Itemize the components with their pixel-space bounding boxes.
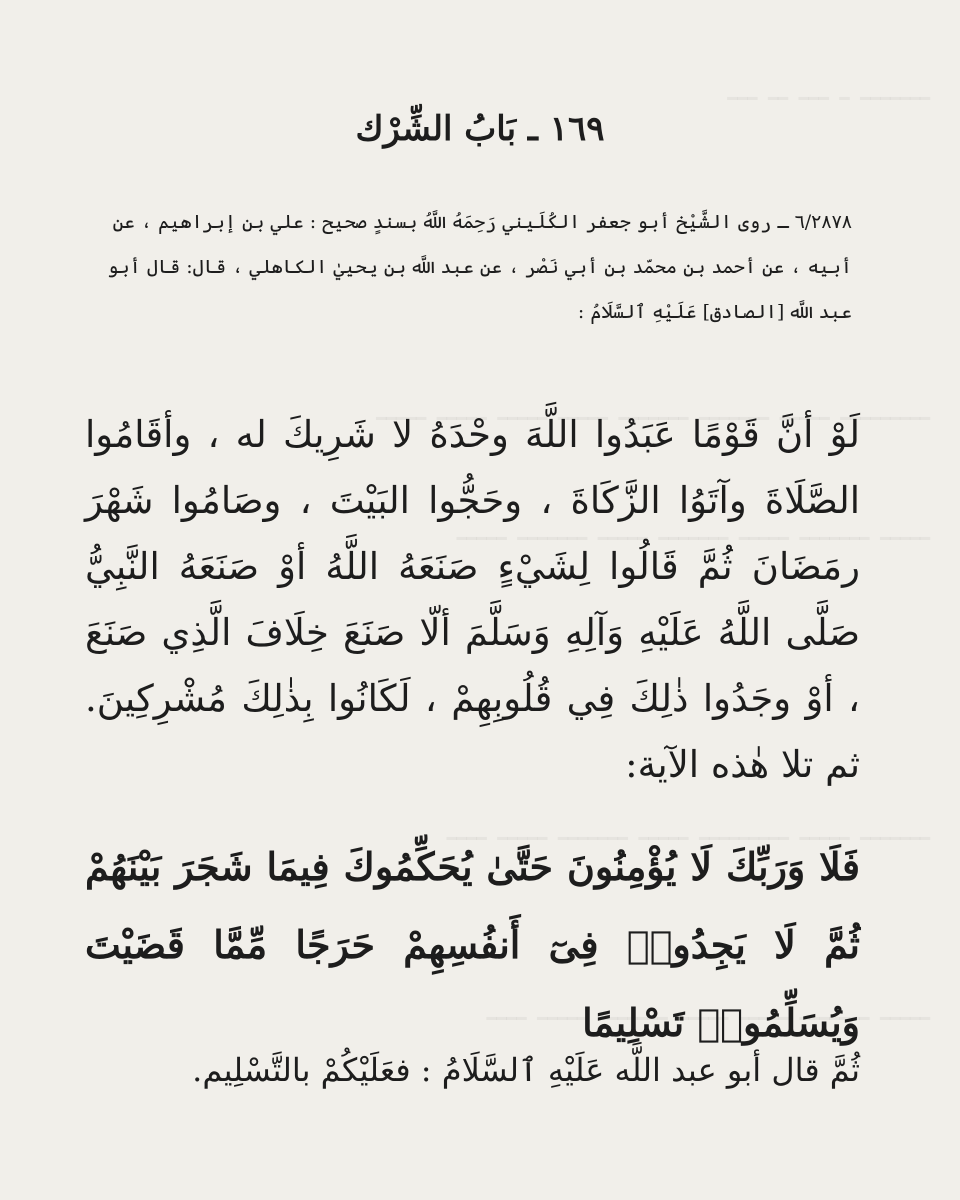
hadith-text — [85, 402, 860, 798]
verse-text: فَلَا وَرَبِّكَ لَا يُؤْمِنُونَ حَتَّىٰ يُحَكِّمُوكَ فِيمَا شَجَرَ بَيْنَهُمْ ثُمَّ لَا يَجِدُوا۟ فِىٓ أَنفُسِهِمْ حَرَجًا مِّمَّا قَضَيْتَ وَيُسَلِّمُوا۟ تَسْلِيمًا — [85, 844, 860, 1045]
closing-statement — [85, 1045, 860, 1095]
narration-chain — [92, 200, 852, 335]
narration-text: ٦/٢٨٧٨ ـ روى الشَّيْخ أبو جعفر الكُلَيني رَحِمَهُ اللَّهُ بسندٍ صحيح : علي بن إبراهيم ، عن أبيه ، عن أحمد بن محمّد بن أبي نَصْر ، عن عبد اللَّه بن يحييٰ الكاهلي ، قال: قال أبو عبد اللَّه [الصادق] عَلَيْهِ ٱلسَّلَامُ : — [107, 211, 852, 323]
hadith-paragraph: لَوْ أنَّ قَوْمًا عَبَدُوا اللَّهَ وحْدَهُ لا شَرِيكَ له ، وأقَامُوا الصَّلَاةَ وآتَوُا الزَّكَاةَ ، وحَجُّوا البَيْتَ ، وصَامُوا شَهْرَ رمَضَانَ ثُمَّ قَالُوا لِشَيْءٍ صَنَعَهُ اللَّهُ أوْ صَنَعَهُ النَّبِيُّ صَلَّى اللَّهُ عَلَيْهِ وَآلِهِ وَسَلَّمَ ألّا صَنَعَ خِلَافَ الَّذِي صَنَعَ ، أوْ وجَدُوا ذٰلِكَ فِي قُلُوبِهِمْ ، لَكَانُوا بِذٰلِكَ مُشْرِكِينَ. ثم تلا هٰذه الآية: — [85, 413, 860, 786]
closing-text: ثُمَّ قال أبو عبد اللَّه عَلَيْهِ ٱلسَّلَامُ : فعَلَيْكُمْ بالتَّسْلِيم. — [192, 1051, 860, 1089]
quran-verse — [85, 828, 860, 1062]
chapter-title: ١٦٩ ـ بَابُ الشِّرْك — [355, 108, 605, 149]
